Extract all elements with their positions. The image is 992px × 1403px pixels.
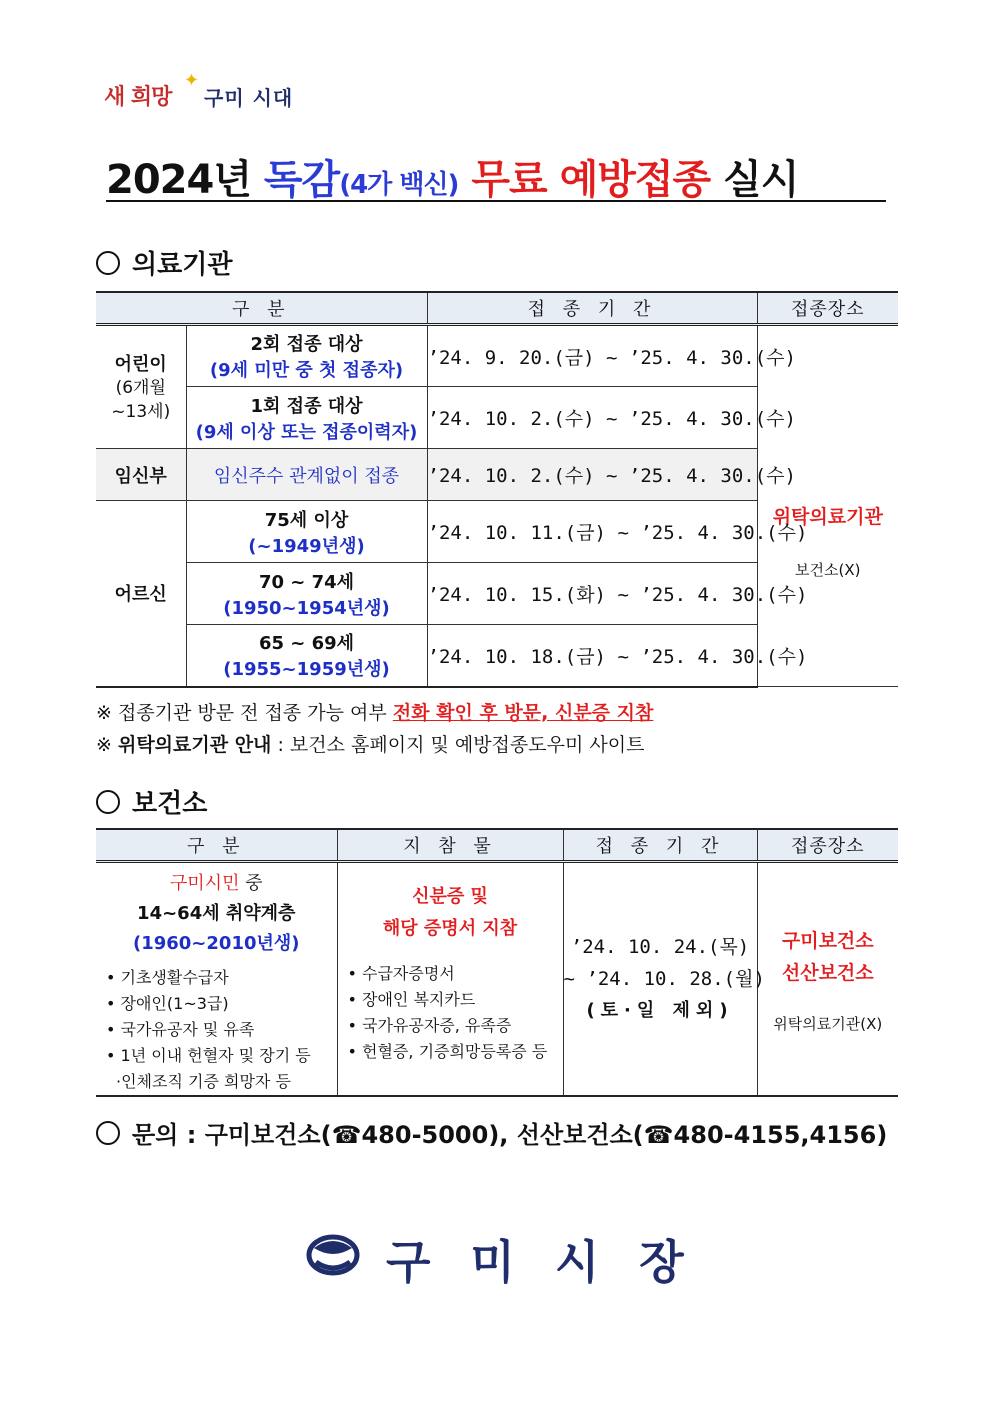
group-children	[96, 325, 186, 449]
slogan-part1: 새 희망	[104, 85, 172, 110]
title-free: 무료	[471, 157, 547, 203]
row-label: 1회 접종 대상	[250, 395, 363, 417]
row-period: ’24. 10. 2.(수) ~ ’25. 4. 30.(수)	[427, 387, 757, 449]
clinic-table	[96, 291, 898, 688]
title-vaccine: (4가 백신)	[339, 170, 459, 200]
header-bring: 지 참 물	[337, 829, 563, 862]
list-item: • 장애인 복지카드	[347, 990, 476, 1009]
place-line2: 선산보건소	[781, 961, 874, 984]
circle-icon	[96, 790, 120, 814]
row-period: ’24. 10. 15.(화) ~ ’25. 4. 30.(수)	[427, 563, 757, 625]
row-sub: (~1949년생)	[248, 535, 365, 557]
pregnant-label: 임신주수 관계없이 접종	[186, 449, 427, 501]
row-period: ’24. 10. 18.(금) ~ ’25. 4. 30.(수)	[427, 625, 757, 687]
list-item: • 장애인(1~3급)	[106, 994, 229, 1013]
place-sub: 위탁의료기관(X)	[773, 1014, 883, 1033]
header-period: 접 종 기 간	[563, 829, 757, 862]
group-elderly: 어르신	[96, 501, 186, 687]
note2-rest: : 보건소 홈페이지 및 예방접종도우미 사이트	[271, 734, 645, 756]
slogan-part2: 구미 시대	[204, 86, 294, 110]
target-line3: (1960~2010년생)	[132, 933, 300, 954]
table-row	[186, 563, 427, 625]
table-row	[186, 501, 427, 563]
section-heading-health-center	[96, 783, 207, 820]
title-act: 실시	[723, 157, 799, 203]
contact-label: 문의 :	[132, 1121, 205, 1149]
row-sub: (1950~1954년생)	[223, 597, 390, 619]
list-item: • 헌혈증, 기증희망등록증 등	[347, 1042, 548, 1061]
place-main: 위탁의료기관	[772, 506, 883, 528]
star-icon: ✦	[184, 70, 200, 91]
note-guide	[96, 730, 644, 757]
title-vacc: 예방접종	[559, 157, 711, 203]
mayor-name: 구미시장	[386, 1235, 724, 1289]
row-period: ’24. 10. 11.(금) ~ ’25. 4. 30.(수)	[427, 501, 757, 563]
place-cell	[757, 325, 898, 687]
list-item: • 1년 이내 헌혈자 및 장기 등	[106, 1046, 311, 1065]
health-center-table	[96, 828, 898, 1097]
row-sub: (9세 이상 또는 접종이력자)	[195, 421, 418, 443]
section2-heading-text: 보건소	[132, 789, 208, 819]
list-item: • 국가유공자 및 유족	[106, 1020, 255, 1039]
header-period: 접 종 기 간	[427, 292, 757, 325]
city-emblem-icon	[306, 1230, 360, 1280]
note2-prefix: ※	[96, 734, 118, 756]
row-label: 75세 이상	[264, 509, 349, 531]
contact-line	[96, 1115, 887, 1150]
children-age: (6개월 ~13세)	[111, 378, 171, 422]
row-label: 65 ~ 69세	[258, 633, 355, 655]
list-item: • 수급자증명서	[347, 964, 455, 983]
children-group-label: 어린이	[114, 354, 167, 375]
note1-prefix: ※ 접종기관 방문 전 접종 가능 여부	[96, 702, 393, 724]
bring-line2: 해당 증명서 지참	[382, 918, 518, 939]
note-visit	[96, 698, 653, 725]
page-title	[106, 148, 886, 202]
note2-bold: 위탁의료기관 안내	[117, 734, 272, 756]
target-red: 구미시민	[169, 873, 240, 894]
table-row	[186, 387, 427, 449]
table-row	[186, 625, 427, 687]
list-item: • 국가유공자증, 유족증	[347, 1016, 512, 1035]
group-pregnant: 임신부	[96, 449, 186, 501]
title-year: 2024년	[106, 157, 251, 203]
target-line2: 14~64세 취약계층	[137, 903, 296, 924]
pregnant-period: ’24. 10. 2.(수) ~ ’25. 4. 30.(수)	[427, 449, 757, 501]
row-period: ’24. 9. 20.(금) ~ ’25. 4. 30.(수)	[427, 325, 757, 387]
row-sub: (9세 미만 중 첫 접종자)	[209, 360, 404, 381]
bring-line1: 신분증 및	[412, 886, 488, 907]
target-cell	[96, 862, 337, 1097]
note1-emphasis: 전화 확인 후 방문, 신분증 지참	[392, 702, 654, 724]
title-flu: 독감	[263, 157, 340, 203]
target-mid: 중	[239, 873, 263, 894]
list-item: • 기초생활수급자	[106, 968, 229, 987]
list-item: ·인체조직 기증 희망자 등	[116, 1072, 291, 1091]
header-category: 구 분	[96, 829, 337, 862]
section-heading-clinics	[96, 244, 232, 281]
place-sub: 보건소(X)	[795, 561, 861, 579]
table-row	[186, 325, 427, 387]
period-line2: ~ ’24. 10. 28.(월)	[563, 968, 765, 990]
header-category: 구 분	[96, 292, 427, 325]
circle-icon	[96, 1121, 120, 1145]
header-place: 접종장소	[757, 829, 898, 862]
section1-heading-text: 의료기관	[132, 250, 233, 280]
row-label: 2회 접종 대상	[250, 334, 363, 355]
row-sub: (1955~1959년생)	[223, 659, 390, 681]
slogan-logo	[104, 70, 324, 120]
contact-text: 구미보건소(☎480-5000), 선산보건소(☎480-4155,4156)	[204, 1121, 888, 1149]
place-cell	[757, 862, 898, 1097]
target-list	[96, 965, 337, 1095]
period-cell	[563, 862, 765, 1097]
bring-cell	[337, 862, 563, 1097]
header-place: 접종장소	[757, 292, 898, 325]
circle-icon	[96, 251, 120, 275]
period-line1: ’24. 10. 24.(목)	[570, 936, 750, 958]
bring-list	[338, 961, 563, 1065]
row-label: 70 ~ 74세	[258, 571, 355, 593]
period-line3: (토·일 제외)	[586, 1000, 734, 1021]
place-line1: 구미보건소	[781, 929, 874, 952]
